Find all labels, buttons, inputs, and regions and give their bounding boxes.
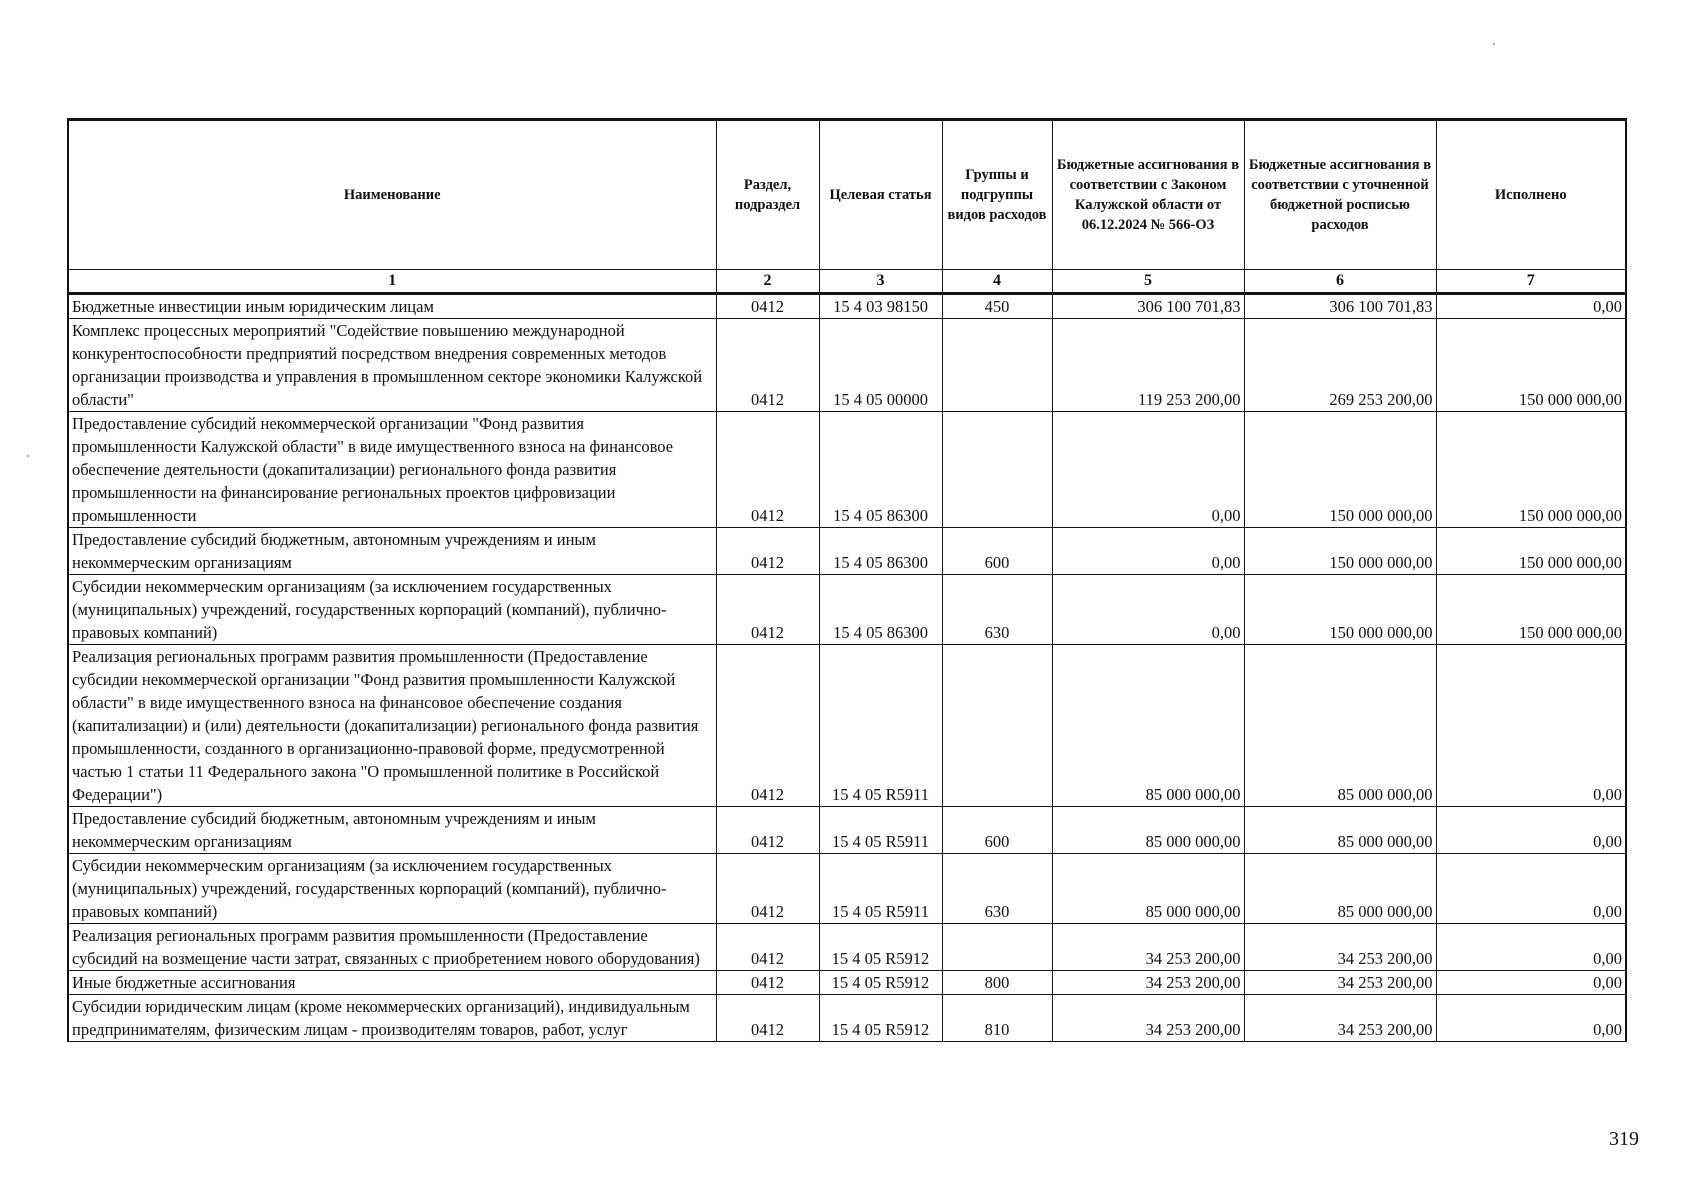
row-refined-amount: 85 000 000,00 (1244, 645, 1436, 807)
row-article: 15 4 05 R5911 (819, 807, 942, 854)
row-group (942, 924, 1052, 971)
header-refined-allocations: Бюджетные ассигнования в соответствии с уточненной бюджетной росписью расходов (1244, 120, 1436, 270)
row-executed-amount: 150 000 000,00 (1436, 575, 1626, 645)
row-group: 630 (942, 575, 1052, 645)
row-group (942, 319, 1052, 412)
table-row (68, 995, 1626, 1042)
row-article: 15 4 05 86300 (819, 575, 942, 645)
row-name: Бюджетные инвестиции иным юридическим лицам (68, 294, 716, 319)
row-refined-amount: 269 253 200,00 (1244, 319, 1436, 412)
row-name: Субсидии некоммерческим организациям (за исключением государственных (муниципальных) учреждений, государственных корпораций (компаний), публично-правовых компаний) (68, 575, 716, 645)
scan-speck (27, 455, 29, 457)
table-header (68, 120, 1626, 294)
row-article: 15 4 05 86300 (819, 528, 942, 575)
scan-speck (1493, 43, 1495, 45)
row-name: Комплекс процессных мероприятий "Содействие повышению международной конкурентоспособности предприятий посредством внедрения современных методов организации производства и управления в промышленном секторе экономики Калужской области" (68, 319, 716, 412)
row-executed-amount: 0,00 (1436, 807, 1626, 854)
row-group (942, 645, 1052, 807)
column-number: 4 (942, 270, 1052, 294)
row-refined-amount: 34 253 200,00 (1244, 924, 1436, 971)
row-refined-amount: 85 000 000,00 (1244, 854, 1436, 924)
row-section: 0412 (716, 294, 819, 319)
row-refined-amount: 150 000 000,00 (1244, 412, 1436, 528)
table-row (68, 924, 1626, 971)
row-refined-amount: 34 253 200,00 (1244, 971, 1436, 995)
row-article: 15 4 05 00000 (819, 319, 942, 412)
row-section: 0412 (716, 854, 819, 924)
column-number: 5 (1052, 270, 1244, 294)
header-section: Раздел, подраздел (716, 120, 819, 270)
row-refined-amount: 34 253 200,00 (1244, 995, 1436, 1042)
row-refined-amount: 85 000 000,00 (1244, 807, 1436, 854)
budget-table (67, 118, 1627, 1042)
row-group: 450 (942, 294, 1052, 319)
row-name: Предоставление субсидий бюджетным, автономным учреждениям и иным некоммерческим организациям (68, 807, 716, 854)
row-section: 0412 (716, 575, 819, 645)
row-group: 600 (942, 528, 1052, 575)
row-name: Субсидии юридическим лицам (кроме некоммерческих организаций), индивидуальным предпринимателям, физическим лицам - производителям товаров, работ, услуг (68, 995, 716, 1042)
row-law-amount: 0,00 (1052, 575, 1244, 645)
table-row (68, 319, 1626, 412)
row-article: 15 4 05 R5912 (819, 924, 942, 971)
column-number: 7 (1436, 270, 1626, 294)
table-row (68, 645, 1626, 807)
row-name: Иные бюджетные ассигнования (68, 971, 716, 995)
row-group (942, 412, 1052, 528)
row-law-amount: 85 000 000,00 (1052, 854, 1244, 924)
row-article: 15 4 05 86300 (819, 412, 942, 528)
row-refined-amount: 150 000 000,00 (1244, 528, 1436, 575)
row-refined-amount: 150 000 000,00 (1244, 575, 1436, 645)
table-row (68, 528, 1626, 575)
budget-table-container (67, 118, 1625, 1042)
row-group: 630 (942, 854, 1052, 924)
column-number-row (68, 270, 1626, 294)
row-law-amount: 34 253 200,00 (1052, 971, 1244, 995)
row-law-amount: 85 000 000,00 (1052, 645, 1244, 807)
table-body (68, 294, 1626, 1042)
row-law-amount: 306 100 701,83 (1052, 294, 1244, 319)
table-row (68, 294, 1626, 319)
column-number: 1 (68, 270, 716, 294)
row-article: 15 4 05 R5911 (819, 854, 942, 924)
row-article: 15 4 05 R5911 (819, 645, 942, 807)
row-group: 600 (942, 807, 1052, 854)
row-section: 0412 (716, 995, 819, 1042)
row-group: 800 (942, 971, 1052, 995)
row-name: Предоставление субсидий бюджетным, автономным учреждениям и иным некоммерческим организациям (68, 528, 716, 575)
table-row (68, 412, 1626, 528)
row-law-amount: 85 000 000,00 (1052, 807, 1244, 854)
table-row (68, 575, 1626, 645)
row-law-amount: 0,00 (1052, 528, 1244, 575)
row-law-amount: 34 253 200,00 (1052, 924, 1244, 971)
row-article: 15 4 03 98150 (819, 294, 942, 319)
row-section: 0412 (716, 807, 819, 854)
header-name: Наименование (68, 120, 716, 270)
row-law-amount: 119 253 200,00 (1052, 319, 1244, 412)
row-section: 0412 (716, 412, 819, 528)
row-executed-amount: 0,00 (1436, 854, 1626, 924)
header-target-article: Целевая статья (819, 120, 942, 270)
row-name: Предоставление субсидий некоммерческой организации "Фонд развития промышленности Калужской области" в виде имущественного взноса на финансовое обеспечение деятельности (докапитализации) регионального фонда развития промышленности на финансирование региональных проектов цифровизации промышленности (68, 412, 716, 528)
row-executed-amount: 0,00 (1436, 995, 1626, 1042)
header-expense-groups: Группы и подгруппы видов расходов (942, 120, 1052, 270)
row-section: 0412 (716, 645, 819, 807)
row-section: 0412 (716, 528, 819, 575)
row-executed-amount: 0,00 (1436, 924, 1626, 971)
table-row (68, 971, 1626, 995)
row-section: 0412 (716, 319, 819, 412)
page-number: 319 (1609, 1128, 1639, 1150)
column-number: 6 (1244, 270, 1436, 294)
row-name: Реализация региональных программ развития промышленности (Предоставление субсидии некоммерческой организации "Фонд развития промышленности Калужской области" в виде имущественного взноса на финансовое обеспечение создания (капитализации) и (или) деятельности (докапитализации) регионального фонда развития промышленности, созданного в организационно-правовой форме, предусмотренной частью 1 статьи 11 Федерального закона "О промышленной политике в Российской Федерации") (68, 645, 716, 807)
row-executed-amount: 0,00 (1436, 645, 1626, 807)
header-law-allocations: Бюджетные ассигнования в соответствии с Законом Калужской области от 06.12.2024 № 566-ОЗ (1052, 120, 1244, 270)
row-executed-amount: 150 000 000,00 (1436, 528, 1626, 575)
row-executed-amount: 150 000 000,00 (1436, 319, 1626, 412)
row-refined-amount: 306 100 701,83 (1244, 294, 1436, 319)
row-executed-amount: 150 000 000,00 (1436, 412, 1626, 528)
row-law-amount: 34 253 200,00 (1052, 995, 1244, 1042)
table-row (68, 807, 1626, 854)
table-row (68, 854, 1626, 924)
header-executed: Исполнено (1436, 120, 1626, 270)
row-article: 15 4 05 R5912 (819, 971, 942, 995)
row-section: 0412 (716, 924, 819, 971)
row-law-amount: 0,00 (1052, 412, 1244, 528)
column-number: 2 (716, 270, 819, 294)
row-group: 810 (942, 995, 1052, 1042)
row-article: 15 4 05 R5912 (819, 995, 942, 1042)
row-name: Реализация региональных программ развития промышленности (Предоставление субсидий на возмещение части затрат, связанных с приобретением нового оборудования) (68, 924, 716, 971)
row-executed-amount: 0,00 (1436, 971, 1626, 995)
row-executed-amount: 0,00 (1436, 294, 1626, 319)
column-number: 3 (819, 270, 942, 294)
row-name: Субсидии некоммерческим организациям (за исключением государственных (муниципальных) учреждений, государственных корпораций (компаний), публично-правовых компаний) (68, 854, 716, 924)
row-section: 0412 (716, 971, 819, 995)
